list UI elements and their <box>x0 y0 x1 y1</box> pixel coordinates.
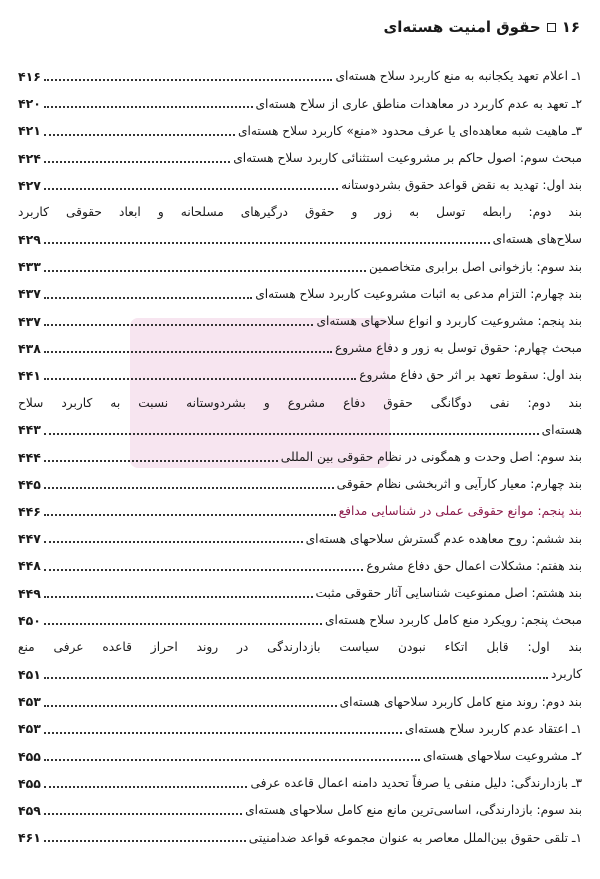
toc-entry <box>18 765 582 792</box>
toc-entry <box>18 411 582 438</box>
toc-entry-title: ۲ـ تعهد به عدم کاربرد در معاهدات مناطق عاری از سلاح هسته‌ای <box>255 96 582 111</box>
toc-entry <box>18 439 582 466</box>
toc-entry <box>18 738 582 765</box>
toc-entry-page: ۴۳۷ <box>18 286 41 302</box>
toc-entry <box>18 711 582 738</box>
toc-entry-title: ۱ـ اعلام تعهد یکجانبه به منع کاربرد سلاح هسته‌ای <box>335 69 582 84</box>
toc-entry-title: بند دوم: نفی دوگانگی حقوق دفاع مشروع و بشردوستانه نسبت به کاربرد سلاح <box>18 395 582 410</box>
dot-leader <box>44 595 313 598</box>
toc-entry-title: مبحث پنجم: رویکرد منع کامل کاربرد سلاح هسته‌ای <box>324 613 582 628</box>
toc-entry <box>18 248 582 275</box>
toc-entry-page: ۴۱۶ <box>18 68 41 84</box>
toc-entry <box>18 276 582 303</box>
toc-entry-title: بند دوم: رابطه توسل به زور و حقوق درگیرهای مسلحانه و ابعاد حقوقی کاربرد <box>18 205 582 220</box>
toc-entry-title: هسته‌ای <box>541 422 582 437</box>
page-number: ۱۶ <box>561 18 580 36</box>
toc-entry-page: ۴۴۵ <box>18 476 41 492</box>
toc-entry <box>18 85 582 112</box>
toc-entry-title: بند اول: تهدید به نقض قواعد حقوق بشردوستانه <box>341 178 582 193</box>
toc-entry-page: ۴۵۹ <box>18 803 41 818</box>
dot-leader <box>44 459 278 462</box>
page-header <box>20 14 580 40</box>
dot-leader <box>44 296 252 299</box>
toc-entry-page: ۴۴۱ <box>18 368 41 383</box>
toc-entry-title: بند اول: سقوط تعهد بر اثر حق دفاع مشروع <box>359 368 582 383</box>
toc-entry <box>18 357 582 384</box>
toc-entry <box>18 140 582 167</box>
dot-leader <box>44 513 336 516</box>
dot-leader <box>44 758 420 761</box>
toc-entry-page: ۴۴۹ <box>18 585 41 601</box>
toc-entry-page: ۴۵۱ <box>18 667 41 683</box>
toc-entry-title: بند هشتم: اصل ممنوعیت شناسایی آثار حقوقی مثبت <box>315 585 582 600</box>
toc-entry-page: ۴۴۴ <box>18 449 41 465</box>
dot-leader <box>44 269 366 272</box>
toc-entry <box>18 602 582 629</box>
toc-entry-title: بند چهارم: التزام مدعی به اثبات مشروعیت کاربرد سلاح هسته‌ای <box>255 286 582 301</box>
toc-entry-page: ۴۵۰ <box>18 612 41 628</box>
toc-entry-title: مبحث چهارم: حقوق توسل به زور و دفاع مشروع <box>334 341 582 356</box>
toc-entry-page: ۴۵۵ <box>18 775 41 791</box>
toc-entry-page: ۴۲۴ <box>18 150 41 166</box>
dot-leader <box>44 323 314 326</box>
toc-entry-title: بند سوم: اصل وحدت و همگونی در نظام حقوقی بین المللی <box>280 449 582 464</box>
toc-entry <box>18 819 582 846</box>
dot-leader <box>44 540 303 543</box>
toc-entry-page: ۴۳۷ <box>18 313 41 329</box>
toc-entry-title: مبحث سوم: اصول حاکم بر مشروعیت استثنائی کاربرد سلاح هسته‌ای <box>233 150 582 165</box>
dot-leader <box>44 187 338 190</box>
dot-leader <box>44 105 253 108</box>
toc-entry-page: ۴۵۵ <box>18 748 41 764</box>
dot-leader <box>44 486 334 489</box>
toc-entry <box>18 221 582 248</box>
toc-entry-title: بند چهارم: معیار کارآیی و اثربخشی نظام حقوقی <box>336 477 582 492</box>
dot-leader <box>44 160 230 163</box>
toc-entry-title: ۳ـ بازدارندگی: دلیل منفی یا صرفاً تحدید دامنه اعمال قاعده عرفی <box>250 776 582 791</box>
toc-entry-page: ۴۳۸ <box>18 340 41 356</box>
toc-entry <box>18 792 582 819</box>
dot-leader <box>44 78 333 81</box>
dot-leader <box>44 432 539 435</box>
toc-entry <box>18 575 582 602</box>
toc-entry-title: بند اول: قابل اتکاء نبودن سیاست بازدارندگی در روند احراز قاعده عرفی منع <box>18 640 582 655</box>
dot-leader <box>44 704 337 707</box>
book-title: حقوق امنیت هسته‌ای <box>383 18 541 36</box>
toc-entry-title: بند دوم: روند منع کامل کاربرد سلاحهای هسته‌ای <box>339 694 582 709</box>
toc-entry-title: ۲ـ مشروعیت سلاحهای هسته‌ای <box>423 749 582 764</box>
dot-leader <box>44 622 322 625</box>
toc-entry <box>18 466 582 493</box>
toc-entry-title: بند هفتم: مشکلات اعمال حق دفاع مشروع <box>366 558 582 573</box>
toc-entry-title: کاربرد <box>551 667 582 682</box>
dot-leader <box>44 568 364 571</box>
toc-entry-title: ۱ـ تلقی حقوق بین‌الملل معاصر به عنوان مجموعه قواعد ضدامنیتی <box>248 830 582 845</box>
toc-entry-title: ۳ـ ماهیت شبه معاهده‌ای یا عرف محدود «منع» کاربرد سلاح هسته‌ای <box>237 123 582 138</box>
toc-entry-page: ۴۲۱ <box>18 123 41 139</box>
toc-entry-page: ۴۵۳ <box>18 721 41 737</box>
toc-entry <box>18 656 582 683</box>
toc-entry <box>18 520 582 547</box>
toc-entry <box>18 629 582 656</box>
dot-leader <box>44 133 235 136</box>
toc-entry-title: بند پنجم: موانع حقوقی عملی در شناسایی مدافع <box>338 504 582 519</box>
toc-entry-page: ۴۶۱ <box>18 830 41 846</box>
dot-leader <box>44 241 490 244</box>
dot-leader <box>44 839 246 842</box>
dot-leader <box>44 731 402 734</box>
square-bullet-icon <box>547 23 556 32</box>
toc-entry-page: ۴۳۳ <box>18 259 41 275</box>
toc-entry <box>18 493 582 520</box>
dot-leader <box>44 785 248 788</box>
toc-entry <box>18 194 582 221</box>
toc-entry <box>18 683 582 710</box>
toc-entry-page: ۴۲۷ <box>18 177 41 193</box>
dot-leader <box>44 377 356 380</box>
toc-entry-title: بند ششم: روح معاهده عدم گسترش سلاحهای هسته‌ای <box>305 531 582 546</box>
toc-entry-page: ۴۴۷ <box>18 531 41 547</box>
toc-entry-title: سلاح‌های هسته‌ای <box>492 232 582 247</box>
toc-entry <box>18 384 582 411</box>
table-of-contents <box>18 58 582 846</box>
toc-entry-title: ۱ـ اعتقاد عدم کاربرد سلاح هسته‌ای <box>404 721 582 736</box>
toc-entry-page: ۴۲۰ <box>18 96 41 112</box>
toc-entry <box>18 547 582 574</box>
toc-entry-page: ۴۵۳ <box>18 694 41 710</box>
toc-entry <box>18 112 582 139</box>
toc-entry <box>18 167 582 194</box>
toc-entry-title: بند سوم: بازدارندگی، اساسی‌ترین مانع منع کامل سلاحهای هسته‌ای <box>245 803 582 818</box>
toc-entry-page: ۴۲۹ <box>18 232 41 248</box>
toc-entry-page: ۴۴۸ <box>18 558 41 574</box>
toc-entry <box>18 303 582 330</box>
dot-leader <box>44 812 242 815</box>
toc-entry-title: بند سوم: بازخوانی اصل برابری متخاصمین <box>368 259 582 274</box>
toc-entry-page: ۴۴۶ <box>18 503 41 519</box>
toc-entry <box>18 330 582 357</box>
toc-entry <box>18 58 582 85</box>
dot-leader <box>44 350 332 353</box>
toc-entry-page: ۴۴۳ <box>18 422 41 438</box>
dot-leader <box>44 676 548 679</box>
toc-entry-title: بند پنجم: مشروعیت کاربرد و انواع سلاحهای هسته‌ای <box>316 314 582 329</box>
